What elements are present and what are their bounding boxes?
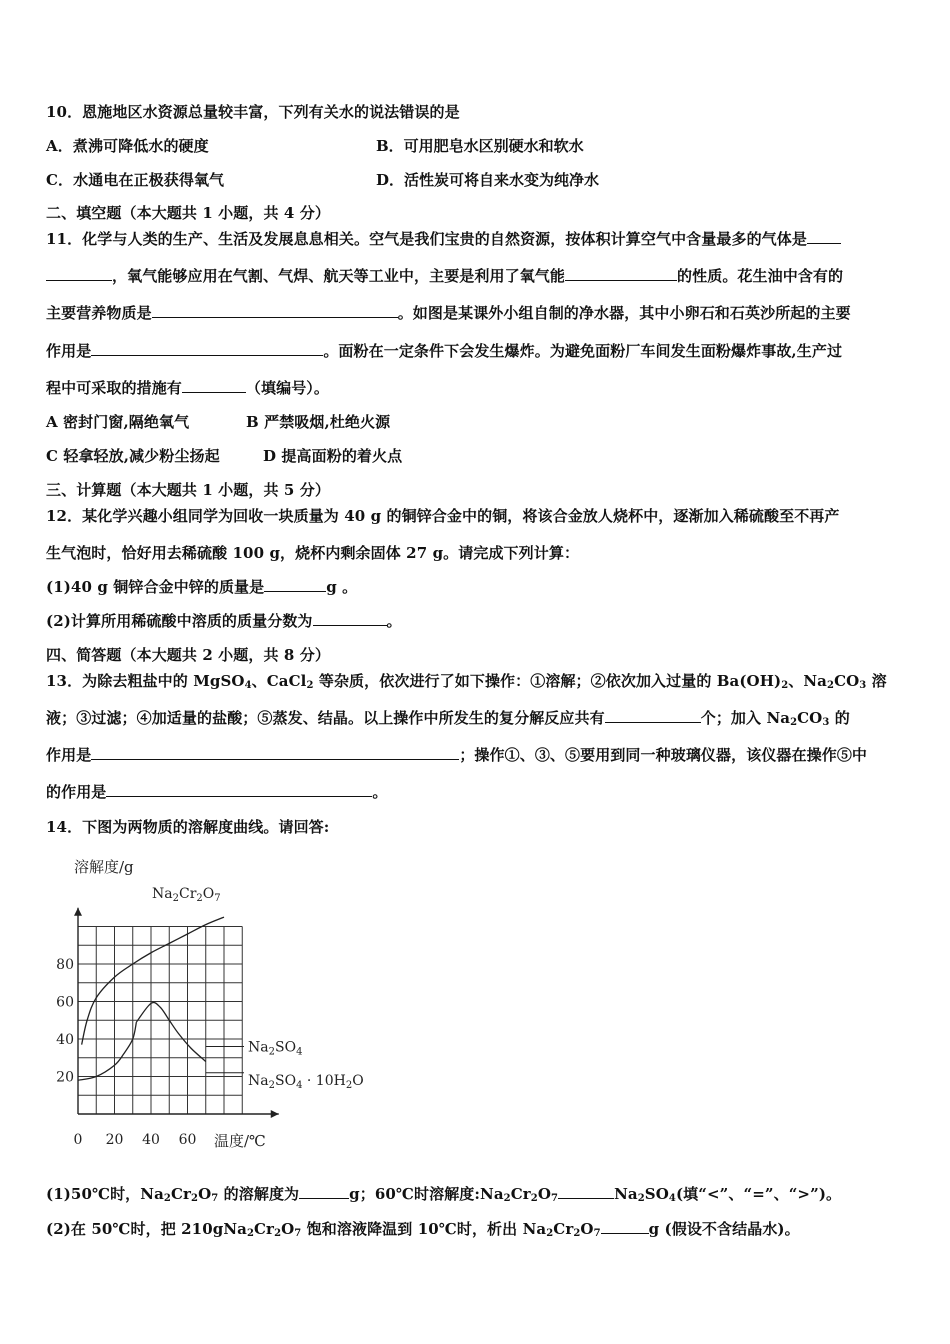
q11-option-b: B 严禁吸烟,杜绝火源	[246, 413, 391, 431]
q10-option-c: C．水通电在正极获得氧气	[46, 171, 225, 189]
series-na2cr2o7-curve	[82, 917, 224, 1045]
blank	[91, 745, 459, 760]
blank	[106, 782, 372, 797]
blank	[565, 266, 677, 281]
chart-grid	[78, 927, 242, 1115]
q13-line-1: 13．为除去粗盐中的 MgSO$_4$、CaCl$_2$ 等杂质，依次进行了如下操作：①溶解；②依次加入过量的 $Ba(OH)_2$、$Na_2CO_3$ 溶	[46, 672, 887, 691]
q10-option-d: D．活性炭可将自来水变为纯净水	[376, 171, 600, 189]
chart-series-labels	[152, 886, 364, 1091]
q14-part-1: (1)50℃时，$Na_2Cr_2O_7$ 的溶解度为 g；60℃时溶解度$:Na_2Cr_2O_7$ $Na_2SO_4$(填“<”、“=”、“>”)。	[46, 1185, 842, 1204]
blank	[46, 266, 112, 281]
solubility-chart	[40, 848, 380, 1148]
blank	[264, 577, 326, 592]
y-tick-label: 60	[56, 994, 74, 1011]
q14-stem: 14．下图为两物质的溶解度曲线。请回答:	[46, 818, 330, 836]
q11-line-5: 程中可采取的措施有 （填编号）。	[46, 379, 330, 397]
blank	[605, 708, 701, 723]
q12-part-1: (1)40 g 铜锌合金中锌的质量是 g 。	[46, 578, 358, 596]
q11-option-a: A 密封门窗,隔绝氧气	[46, 413, 190, 431]
q11-line-1: 11．化学与人类的生产、生活及发展息息相关。空气是我们宝贵的自然资源，按体积计算空气中含量最多的气体是	[46, 229, 841, 249]
q11-option-c: C 轻拿轻放,减少粉尘扬起	[46, 447, 220, 465]
x-tick-label: 0	[73, 1132, 83, 1148]
q12-part-2: (2)计算所用稀硫酸中溶质的质量分数为 。	[46, 612, 402, 630]
q10-option-a: A．煮沸可降低水的硬度	[46, 137, 209, 155]
blank	[91, 341, 323, 356]
y-axis-arrow	[74, 908, 82, 916]
q12-line-1: 12．某化学兴趣小组同学为回收一块质量为 40 g 的铜锌合金中的铜，将该合金放人烧杯中，逐渐加入稀硫酸至不再产	[46, 507, 840, 525]
section-4-heading: 四、简答题（本大题共 2 小题，共 8 分）	[46, 646, 330, 664]
q13-line-3: 作用是 ；操作①、③、⑤要用到同一种玻璃仪器，该仪器在操作⑤中	[46, 746, 868, 764]
blank	[807, 229, 841, 244]
blank	[152, 303, 398, 318]
series-na2so4-curve	[136, 1003, 205, 1062]
series-na2so4-10h2o-curve	[78, 1022, 136, 1080]
q10-stem: 10．恩施地区水资源总量较丰富，下列有关水的说法错误的是	[46, 103, 460, 121]
blank	[313, 611, 387, 626]
x-tick-label: 40	[142, 1132, 160, 1148]
y-tick-label: 20	[56, 1069, 74, 1086]
chart-ticks	[56, 957, 196, 1148]
q13-line-4: 的作用是 。	[46, 783, 388, 801]
section-3-heading: 三、计算题（本大题共 1 小题，共 5 分）	[46, 481, 330, 499]
q11-line-4: 作用是 。面粉在一定条件下会发生爆炸。为避免面粉厂车间发生面粉爆炸事故,生产过	[46, 342, 843, 360]
blank	[182, 378, 246, 393]
series-label-na2so4-10h2o: $Na_2SO_4 \cdot 10H_2O$	[248, 1072, 364, 1091]
section-2-heading: 二、填空题（本大题共 1 小题，共 4 分）	[46, 204, 330, 222]
x-tick-label: 20	[105, 1132, 124, 1148]
x-axis-arrow	[271, 1110, 279, 1118]
blank	[558, 1184, 614, 1199]
series-label-na2cr2o7: $Na_2Cr_2O_7$	[152, 886, 221, 904]
q13-line-2: 液；③过滤；④加适量的盐酸；⑤蒸发、结晶。以上操作中所发生的复分解反应共有 个；加入 $Na_2CO_3$ 的	[46, 709, 850, 728]
q11-line-2: ，氧气能够应用在气割、气焊、航天等工业中，主要是利用了氧气能 的性质。花生油中含有的	[46, 266, 843, 286]
y-axis-label: 溶解度/g	[74, 858, 134, 876]
blank	[299, 1184, 349, 1199]
q10-option-b: B．可用肥皂水区别硬水和软水	[376, 137, 584, 155]
q12-line-2: 生气泡时，恰好用去稀硫酸 100 g，烧杯内剩余固体 27 g。请完成下列计算：	[46, 544, 580, 562]
x-tick-label: 60	[178, 1132, 197, 1148]
blank	[601, 1219, 649, 1234]
q11-option-d: D 提高面粉的着火点	[263, 447, 403, 465]
q11-line-3: 主要营养物质是 。如图是某课外小组自制的净水器，其中小卵石和石英沙所起的主要	[46, 304, 851, 322]
y-tick-label: 40	[56, 1032, 74, 1048]
x-axis-label: 温度/℃	[214, 1132, 266, 1148]
y-tick-label: 80	[56, 957, 74, 973]
q14-part-2: (2)在 50℃时，把 $210gNa_2Cr_2O_7$ 饱和溶液降温到 10℃时，析出 $Na_2Cr_2O_7$ g (假设不含结晶水)。	[46, 1220, 800, 1239]
series-label-na2so4: $Na_2SO_4$	[248, 1039, 303, 1058]
